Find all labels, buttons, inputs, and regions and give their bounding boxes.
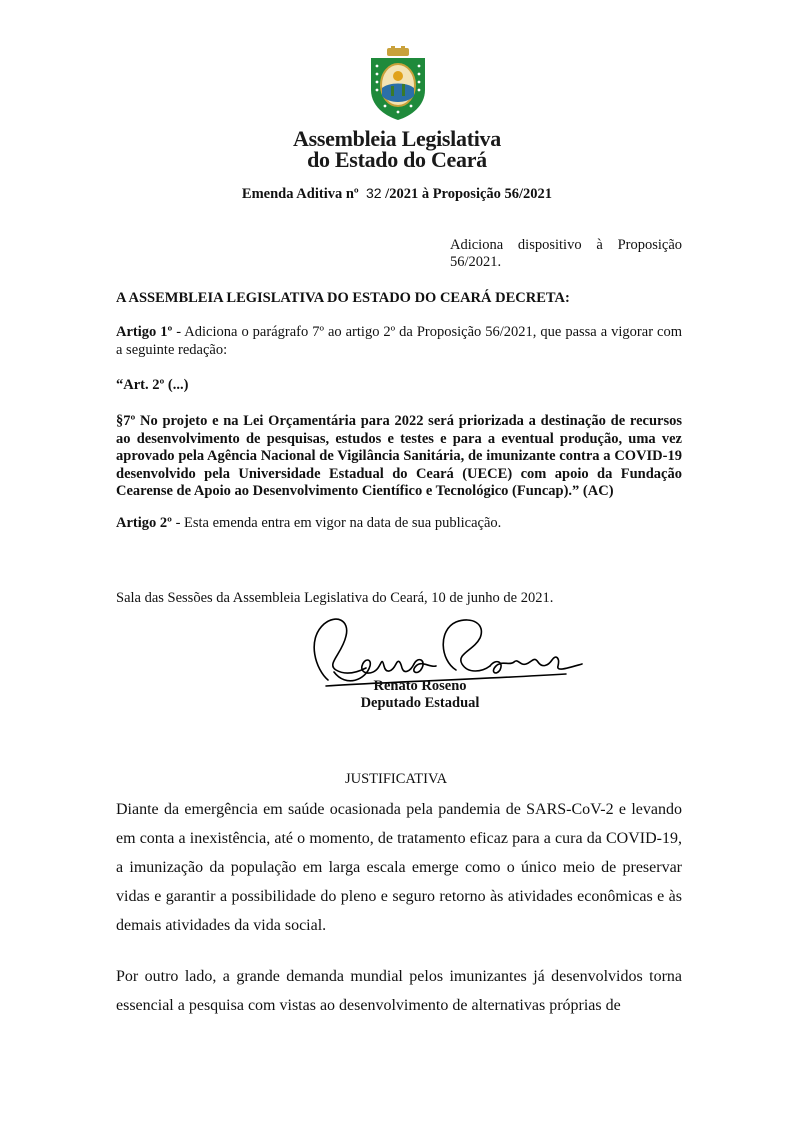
justification-paragraph-2: Por outro lado, a grande demanda mundial pelos imunizantes já desenvolvidos torna essencial a pesquisa com vistas ao desenvolvimento de alternativas próprias de	[116, 968, 682, 1014]
paragraph-7: §7º No projeto e na Lei Orçamentária para 2022 será priorizada a destinação de recursos ao desenvolvimento de pesquisas, estudos e testes e para a eventual produção, uma vez aprovado pela Agência Nacional de Vigilância Sanitária, de imunizante contra a COVID-19 desenvolvido pela Universidade Estadual do Ceará (UECE) com apoio da Fundação Cearense de Apoio ao Desenvolvimento Científico e Tecnológico (Funcap).” (AC)	[116, 413, 682, 499]
institution-name-line1: Assembleia Legislativa	[293, 126, 501, 151]
art-2-quote: “Art. 2º (...)	[116, 377, 189, 393]
article-1-text: - Adiciona o parágrafo 7º ao artigo 2º da Proposição 56/2021, que passa a vigorar com a seguinte redação:	[116, 324, 682, 358]
article-1-label: Artigo 1º	[116, 324, 173, 340]
article-2-label: Artigo 2º	[116, 515, 172, 531]
article-2-text: - Esta emenda entra em vigor na data de sua publicação.	[171, 515, 502, 531]
title-prefix: Emenda Aditiva nº	[241, 186, 359, 202]
ementa-line2: 56/2021.	[450, 254, 502, 270]
ementa-line1: Adiciona dispositivo à Proposição	[450, 237, 682, 253]
ceara-coat-of-arms-icon	[365, 46, 431, 120]
article-2	[116, 515, 682, 533]
justification-paragraph-1: Diante da emergência em saúde ocasionada pela pandemia de SARS-CoV-2 e levando em conta a inexistência, até o momento, de tratamento eficaz para a cura da COVID-19, a imunização da população em larga escala emerge como o único meio de preservar vidas e garantir a possibilidade do pleno e seguro retorno às atividades econômicas e às demais atividades da vida social.	[116, 801, 682, 934]
amendment-number: 32	[365, 185, 382, 201]
signer-name: Renato Roseno	[373, 678, 467, 694]
title-suffix: /2021 à Proposição 56/2021	[385, 186, 553, 202]
document-title	[160, 185, 634, 203]
justification-title: JUSTIFICATIVA	[345, 771, 448, 787]
decree-statement: A ASSEMBLEIA LEGISLATIVA DO ESTADO DO CEARÁ DECRETA:	[116, 290, 570, 306]
article-1	[116, 324, 682, 359]
institution-name-line2: do Estado do Ceará	[307, 147, 487, 172]
signer-role: Deputado Estadual	[360, 695, 480, 711]
session-place-date: Sala das Sessões da Assembleia Legislativa do Ceará, 10 de junho de 2021.	[116, 590, 554, 606]
